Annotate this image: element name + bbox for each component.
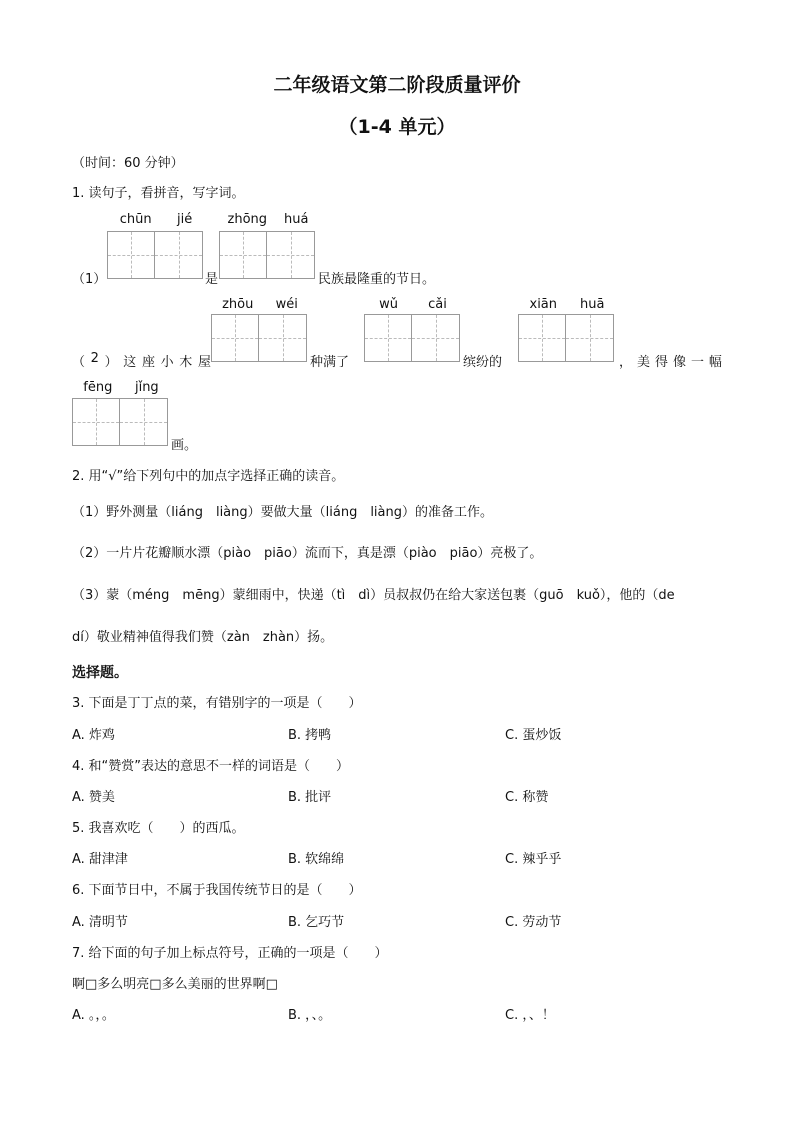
question-stem: 5. 我喜欢吃（ ）的西瓜。 — [72, 821, 245, 836]
q2-prompt: 2. 用“√”给下列句中的加点字选择正确的读音。 — [72, 469, 345, 484]
pinyin-xianhua: xiān huā — [529, 297, 605, 312]
q2-line-1: （1）野外测量（liáng liàng）要做大量（liáng liàng）的准备工作。 — [72, 505, 493, 520]
option-a[interactable]: A. 。，。 — [72, 1008, 115, 1023]
grid-cell[interactable] — [219, 231, 267, 279]
s2-tail: ， 美 得 像 一 幅 — [619, 355, 722, 370]
s1-tail: 民族最隆重的节日。 — [318, 272, 436, 287]
option-b[interactable]: B. 批评 — [288, 790, 332, 805]
grid-cell[interactable] — [107, 231, 155, 279]
writing-grid-wucai[interactable] — [364, 314, 460, 362]
s2-mid2: 缤纷的 — [463, 355, 503, 370]
writing-grid-chunjie[interactable] — [107, 231, 203, 279]
option-b[interactable]: B. 乞巧节 — [288, 915, 345, 930]
pinyin-chunjie: chūn jié — [119, 212, 193, 227]
s2-mid1: 种满了 — [310, 355, 350, 370]
pinyin-wucai: wǔ cǎi — [379, 297, 447, 312]
option-b[interactable]: B. 软绵绵 — [288, 852, 345, 867]
writing-grid-fengjing[interactable] — [72, 398, 168, 446]
option-a[interactable]: A. 赞美 — [72, 790, 115, 805]
time-note: （时间：60 分钟） — [72, 156, 184, 171]
writing-grid-xianhua[interactable] — [518, 314, 614, 362]
grid-cell[interactable] — [155, 231, 203, 279]
s2-end: 画。 — [171, 438, 198, 453]
option-a[interactable]: A. 甜津津 — [72, 852, 128, 867]
grid-cell[interactable] — [120, 398, 168, 446]
question-stem: 4. 和“赞赏”表达的意思不一样的词语是（ ） — [72, 759, 350, 774]
page-title: 二年级语文第二阶段质量评价 — [273, 74, 521, 96]
grid-cell[interactable] — [267, 231, 315, 279]
q1-prompt: 1. 读句子，看拼音，写字词。 — [72, 186, 245, 201]
writing-grid-zhouwei[interactable] — [211, 314, 307, 362]
pinyin-zhouwei: zhōu wéi — [222, 297, 298, 312]
option-c[interactable]: C. ，、！ — [505, 1008, 555, 1023]
grid-cell[interactable] — [72, 398, 120, 446]
pinyin-zhonghua: zhōng huá — [227, 212, 309, 227]
q2-line-4: dí）敬业精神值得我们赞（zàn zhàn）扬。 — [72, 630, 334, 645]
question-stem: 7. 给下面的句子加上标点符号，正确的一项是（ ） — [72, 946, 388, 961]
s2-prefix: （ 2 ） 这 座 小 木 屋 — [72, 351, 211, 370]
grid-cell[interactable] — [518, 314, 566, 362]
option-a[interactable]: A. 清明节 — [72, 915, 128, 930]
option-c[interactable]: C. 称赞 — [505, 790, 549, 805]
pinyin-fengjing: fēng jǐng — [83, 380, 159, 395]
section-heading-choice: 选择题。 — [72, 665, 128, 681]
q2-line-2: （2）一片片花瓣顺水漂（piào piāo）流而下，真是漂（piào piāo）亮极了。 — [72, 546, 543, 561]
q2-line-3: （3）蒙（méng mēng）蒙细雨中，快递（tì dì）员叔叔仍在给大家送包裹（guō kuǒ），他的（de — [72, 588, 675, 603]
option-b[interactable]: B. ，、。 — [288, 1008, 332, 1023]
s1-number: （1） — [72, 272, 107, 287]
question-stem: 6. 下面节日中，不属于我国传统节日的是（ ） — [72, 883, 362, 898]
writing-grid-zhonghua[interactable] — [219, 231, 315, 279]
option-c[interactable]: C. 蛋炒饭 — [505, 728, 562, 743]
s1-mid: 是 — [205, 272, 219, 287]
question-stem: 3. 下面是丁丁点的菜，有错别字的一项是（ ） — [72, 696, 362, 711]
grid-cell[interactable] — [412, 314, 460, 362]
grid-cell[interactable] — [259, 314, 307, 362]
option-a[interactable]: A. 炸鸡 — [72, 728, 115, 743]
option-c[interactable]: C. 辣乎乎 — [505, 852, 562, 867]
option-c[interactable]: C. 劳动节 — [505, 915, 562, 930]
grid-cell[interactable] — [566, 314, 614, 362]
grid-cell[interactable] — [211, 314, 259, 362]
option-b[interactable]: B. 拷鸭 — [288, 728, 332, 743]
grid-cell[interactable] — [364, 314, 412, 362]
q7-sentence: 啊□多么明亮□多么美丽的世界啊□ — [72, 977, 278, 992]
page-subtitle: （1-4 单元） — [338, 116, 456, 138]
